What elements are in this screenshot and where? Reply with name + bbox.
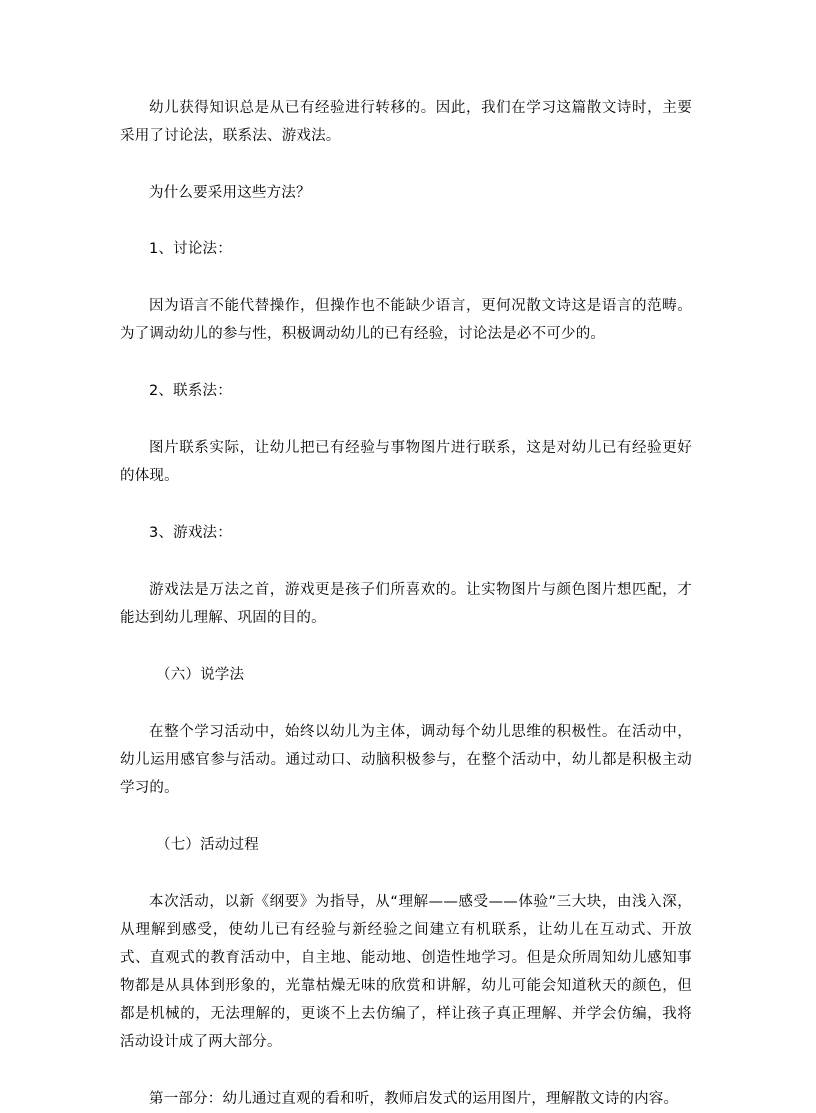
heading-activity-process: （七）活动过程 — [156, 837, 259, 853]
heading-learning-method: （六）说学法 — [156, 667, 245, 683]
paragraph-game-method: 游戏法是万法之首，游戏更是孩子们所喜欢的。让实物图片与颜色图片想匹配，才能达到幼儿理解、巩固的目的。 — [120, 582, 692, 626]
paragraph-intro: 幼儿获得知识总是从已有经验进行转移的。因此，我们在学习这篇散文诗时，主要采用了讨论法，联系法、游戏法。 — [120, 100, 692, 144]
paragraph-activity-process: 本次活动，以新《纲要》为指导，从“理解——感受——体验”三大块，由浅入深，从理解到感受，使幼儿已有经验与新经验之间建立有机联系，让幼儿在互动式、开放式、直观式的教育活动中，自主地、能动地、创造性地学习。但是众所周知幼儿感知事物都是从具体到形象的，光靠枯燥无味的欣赏和讲解，幼儿可能会知道秋天的颜色，但都是机械的，无法理解的，更谈不上去仿编了，样让孩子真正理解、并学会仿编，我将活动设计成了两大部分。 — [120, 894, 692, 1050]
heading-association-method: 2、联系法： — [149, 383, 232, 399]
paragraph-discussion-method: 因为语言不能代替操作，但操作也不能缺少语言，更何况散文诗这是语言的范畴。为了调动幼儿的参与性，积极调动幼儿的已有经验，讨论法是必不可少的。 — [120, 298, 692, 342]
document-body — [120, 94, 692, 1113]
paragraph-association-method: 图片联系实际，让幼儿把已有经验与事物图片进行联系，这是对幼儿已有经验更好的体现。 — [120, 440, 692, 484]
paragraph-learning-method: 在整个学习活动中，始终以幼儿为主体，调动每个幼儿思维的积极性。在活动中，幼儿运用感官参与活动。通过动口、动脑积极参与，在整个活动中，幼儿都是积极主动学习的。 — [120, 724, 692, 796]
heading-game-method: 3、游戏法： — [149, 525, 232, 541]
heading-discussion-method: 1、讨论法： — [149, 241, 232, 257]
paragraph-part-one: 第一部分：幼儿通过直观的看和听，教师启发式的运用图片，理解散文诗的内容。 — [149, 1091, 679, 1107]
paragraph-question: 为什么要采用这些方法？ — [149, 185, 311, 201]
